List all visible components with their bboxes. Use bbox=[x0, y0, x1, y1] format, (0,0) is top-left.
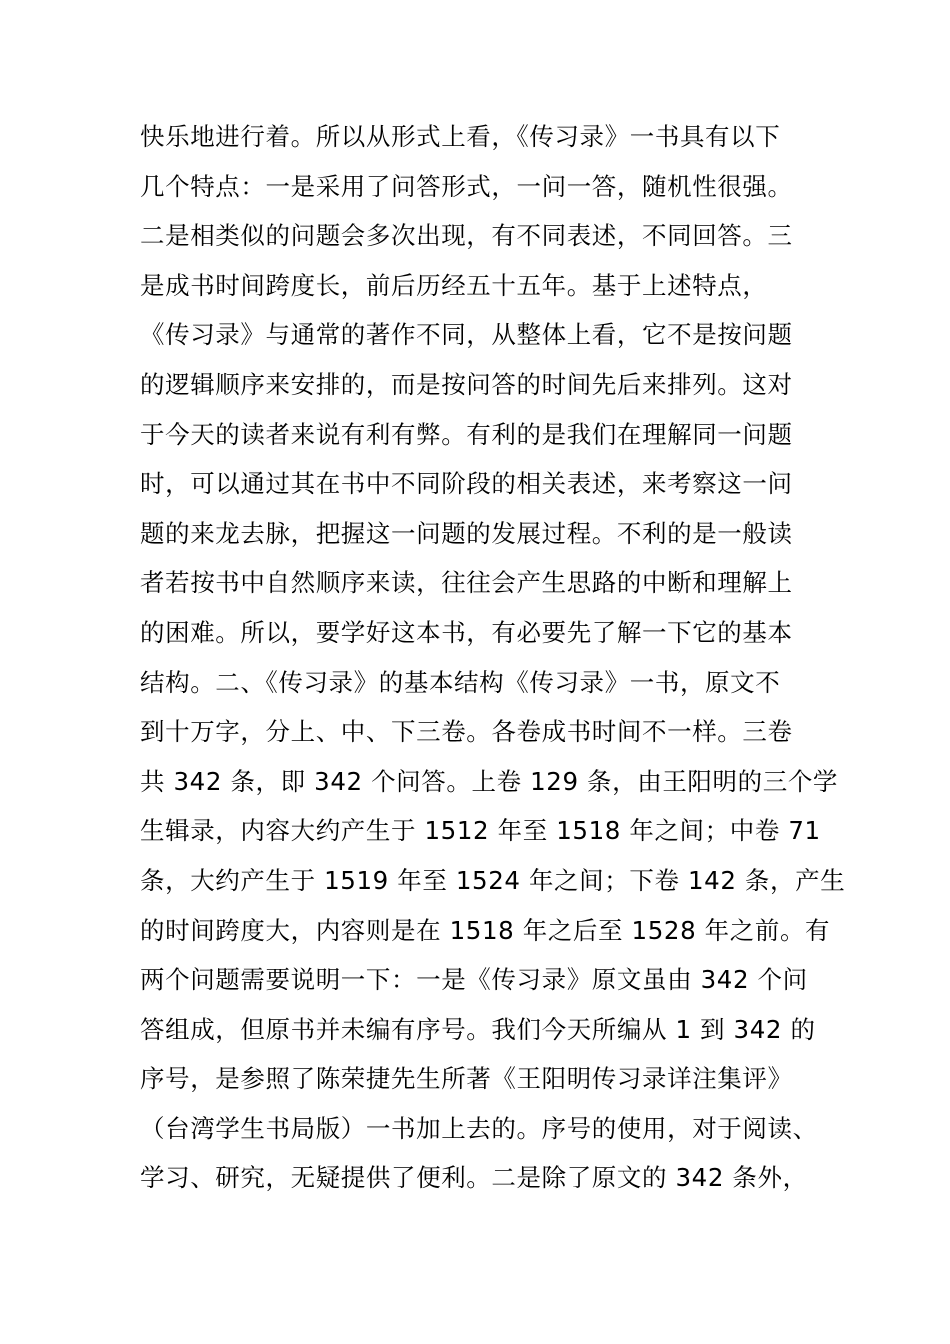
text-line: 是成书时间跨度长，前后历经五十五年。基于上述特点， bbox=[140, 270, 768, 300]
text-line: 结构。二、《传习录》的基本结构《传习录》一书，原文不 bbox=[140, 667, 781, 697]
text-line: 题的来龙去脉，把握这一问题的发展过程。不利的是一般读 bbox=[140, 518, 793, 548]
text-line: 于今天的读者来说有利有弊。有利的是我们在理解同一问题 bbox=[140, 419, 793, 449]
text-line: 快乐地进行着。所以从形式上看，《传习录》一书具有以下 bbox=[140, 122, 781, 151]
text-line: 的逻辑顺序来安排的，而是按问答的时间先后来排列。这对 bbox=[140, 369, 793, 399]
text-line: 学习、研究，无疑提供了便利。二是除了原文的 342 条外， bbox=[140, 1163, 808, 1193]
text-line: 条，大约产生于 1519 年至 1524 年之间；下卷 142 条，产生 bbox=[140, 865, 846, 895]
text-line: 的困难。所以，要学好这本书，有必要先了解一下它的基本 bbox=[140, 617, 793, 647]
text-line: 《传习录》与通常的著作不同，从整体上看，它不是按问题 bbox=[140, 320, 793, 350]
text-line: 答组成，但原书并未编有序号。我们今天所编从 1 到 342 的 bbox=[140, 1014, 816, 1044]
text-line: 生辑录，内容大约产生于 1512 年至 1518 年之间；中卷 71 bbox=[140, 816, 821, 846]
text-line: 时，可以通过其在书中不同阶段的相关表述，来考察这一问 bbox=[140, 469, 793, 499]
text-line: 共 342 条，即 342 个问答。上卷 129 条，由王阳明的三个学 bbox=[140, 766, 839, 796]
text-line: 几个特点：一是采用了问答形式，一问一答，随机性很强。 bbox=[140, 171, 793, 201]
text-line: 者若按书中自然顺序来读，往往会产生思路的中断和理解上 bbox=[140, 568, 793, 598]
text-line: 到十万字，分上、中、下三卷。各卷成书时间不一样。三卷 bbox=[140, 717, 793, 747]
text-line: （台湾学生书局版）一书加上去的。序号的使用，对于阅读、 bbox=[140, 1113, 818, 1143]
text-line: 两个问题需要说明一下：一是《传习录》原文虽由 342 个问 bbox=[140, 965, 808, 995]
text-line: 二是相类似的问题会多次出现，有不同表述，不同回答。三 bbox=[140, 221, 793, 251]
text-line: 的时间跨度大，内容则是在 1518 年之后至 1528 年之前。有 bbox=[140, 915, 831, 945]
text-line: 序号，是参照了陈荣捷先生所著《王阳明传习录详注集评》 bbox=[140, 1064, 793, 1094]
body-text bbox=[140, 112, 846, 1203]
